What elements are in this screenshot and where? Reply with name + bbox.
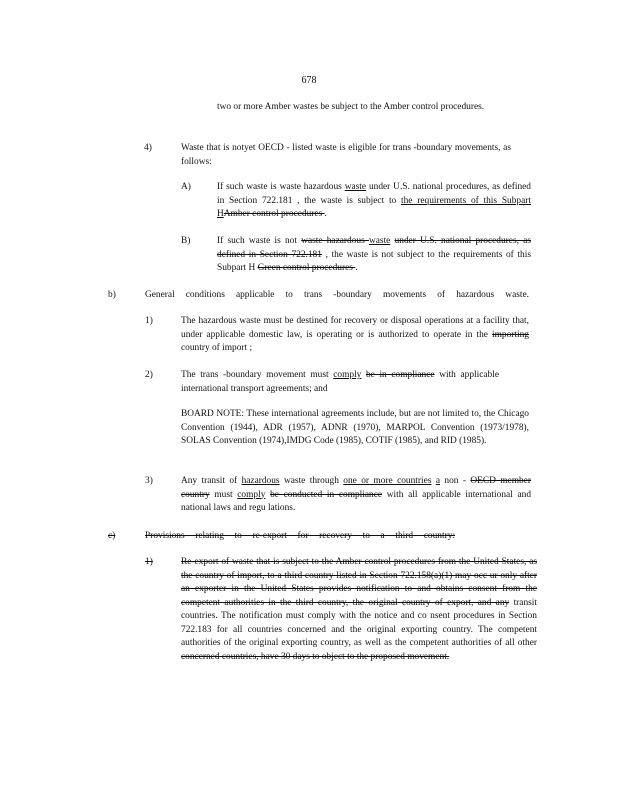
board-note: BOARD NOTE: These international agreements include, but are not limited to, the Chicago Convention (1944), ADR (1957), ADNR (1970), MARPOL Convention (1973/1978), SOLAS Convention (1974),IMDG Code (1985), COTIF (1985), and RID (1985). <box>181 409 529 446</box>
item-4a-marker: A) <box>181 182 191 192</box>
deleted-text: waste hazardous <box>301 236 369 246</box>
section-c-heading: Provisions relating to re-export for recovery to a third country: <box>145 531 455 541</box>
section-c-marker: c) <box>108 531 116 541</box>
section-b-marker: b) <box>108 290 116 300</box>
deleted-text: be in compliance <box>365 370 435 380</box>
item-b3-marker: 3) <box>145 476 153 486</box>
item-c1-text: Re-export of waste that is subject to the Amber control procedures from the United States, as the country of import, to a third country listed in Section 722.158(a)(1) may occ ur only after an exporter in the United States provides notification to and obtains consent from the competent authorities in the third country, the original country of export, and any transit countries. The notification must comply with the notice and co nsent procedures in Section 722.183 for all countries concerned and the original exporting country. The competent authorities of the original exporting country, as well as the competent authorities of all other concerned countries, have 30 days to object to the proposed movement. <box>181 557 537 662</box>
inserted-text: waste <box>344 182 367 192</box>
item-4b-text: If such waste is not waste hazardous waste under U.S. national procedures, as defined in Section 722.181 , the waste is not subject to the requirements of this Subpart H Green control procedures . <box>217 236 531 273</box>
deleted-text: Amber control procedures <box>223 209 325 219</box>
deleted-text: Re-export of waste that is subject to the Amber control procedures from the United States, as the country of import, to a third country listed in Section 722.158(a)(1) may occ ur only after an exporter in the United States provides notification to and obtains consent from the competent authorities in the third country, the original country of export, and any <box>181 557 537 608</box>
item-4b-marker: B) <box>181 236 191 246</box>
deleted-text: importing <box>492 329 529 340</box>
item-b2-text: The trans -boundary movement must comply be in compliance with applicable international transport agreements; and <box>181 370 500 394</box>
item-b1-text: The hazardous waste must be destined for recovery or disposal operations at a facility that, under applicable domestic law, is operating or is authorized to operate in the importing country of import ; <box>181 316 529 353</box>
inserted-text: one or more countries <box>343 476 432 486</box>
inserted-text: the requirements of this Subpart H <box>217 195 531 219</box>
inserted-text: comply <box>333 370 362 380</box>
deleted-text: Green control procedures <box>257 263 356 273</box>
inserted-text: a <box>435 476 441 486</box>
item-b3-text: Any transit of hazardous waste through one or more countries a non - OECD member country must comply be conducted in compliance with all applicable international and national laws and regu lations. <box>181 476 532 513</box>
deleted-text: be conducted in compliance <box>270 489 383 500</box>
item-4-text: Waste that is notyet OECD - listed waste is eligible for trans -boundary movements, as follows: <box>181 143 511 167</box>
deleted-text: under U.S. national procedures, as defined in Section 722.181 <box>217 236 531 260</box>
inserted-text: hazardous <box>241 476 280 486</box>
inserted-text: waste <box>368 236 391 246</box>
continuation-paragraph: two or more Amber wastes be subject to the Amber control procedures. <box>217 102 485 112</box>
item-c1-marker: 1) <box>145 557 153 567</box>
page-number: 678 <box>301 75 317 86</box>
deleted-text: OECD member country <box>181 476 532 500</box>
item-b1-marker: 1) <box>145 316 153 326</box>
item-b2-marker: 2) <box>145 370 153 380</box>
item-4-marker: 4) <box>144 143 152 153</box>
inserted-text: comply <box>237 489 266 500</box>
section-b-heading: General conditions applicable to trans -boundary movements of hazardous waste. <box>145 290 529 300</box>
deleted-text: concerned countries, have 30 days to object to the proposed movement. <box>181 651 450 662</box>
item-4a-text: If such waste is waste hazardous waste under U.S. national procedures, as defined in Section 722.181 , the waste is subject to the requirements of this Subpart HAmber control procedures . <box>217 182 531 219</box>
